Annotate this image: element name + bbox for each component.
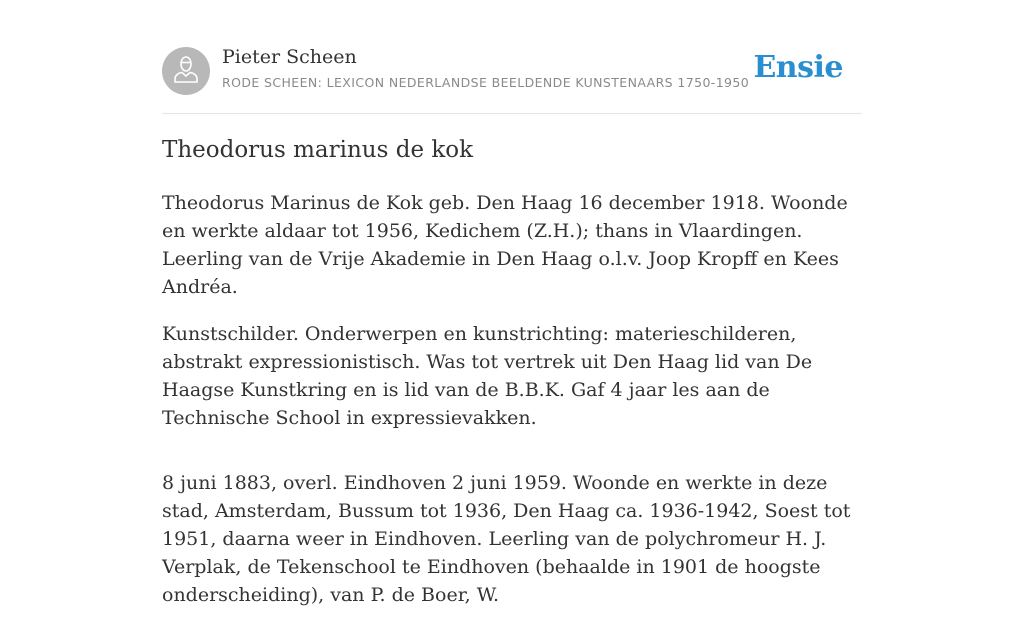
paragraph-2: Kunstschilder. Onderwerpen en kunstrichting: materieschilderen, abstrakt expressionistisch. Was tot vertrek uit Den Haag lid van De Haagse Kunstkring en is lid van de B.B.K. Gaf 4 jaar les aan de Technische School in expressievakken. <box>162 323 813 429</box>
article-title: Theodorus marinus de kok <box>162 137 474 163</box>
author-name[interactable]: Pieter Scheen <box>222 46 357 68</box>
paragraph-1: Theodorus Marinus de Kok geb. Den Haag 16 december 1918. Woonde en werkte aldaar tot 1956, Kedichem (Z.H.); thans in Vlaardingen. Leerling van de Vrije Akademie in Den Haag o.l.v. Joop Kropff en Kees Andréa. <box>162 192 848 298</box>
source-title[interactable]: RODE SCHEEN: LEXICON NEDERLANDSE BEELDENDE KUNSTENAARS 1750-1950 <box>222 75 750 90</box>
header <box>162 0 862 114</box>
article-body <box>162 189 862 628</box>
ensie-logo[interactable]: Ensie <box>753 50 843 85</box>
page-container <box>162 0 862 606</box>
avatar[interactable] <box>162 47 210 95</box>
paragraph-3: 8 juni 1883, overl. Eindhoven 2 juni 1959. Woonde en werkte in deze stad, Amsterdam, Bussum tot 1936, Den Haag ca. 1936-1942, Soest tot 1951, daarna weer in Eindhoven. Leerling van de polychromeur H. J. Verplak, de Tekenschool te Eindhoven (behaalde in 1901 de hoogste onderscheiding), van P. de Boer, W. <box>162 472 851 606</box>
user-icon <box>173 55 199 87</box>
